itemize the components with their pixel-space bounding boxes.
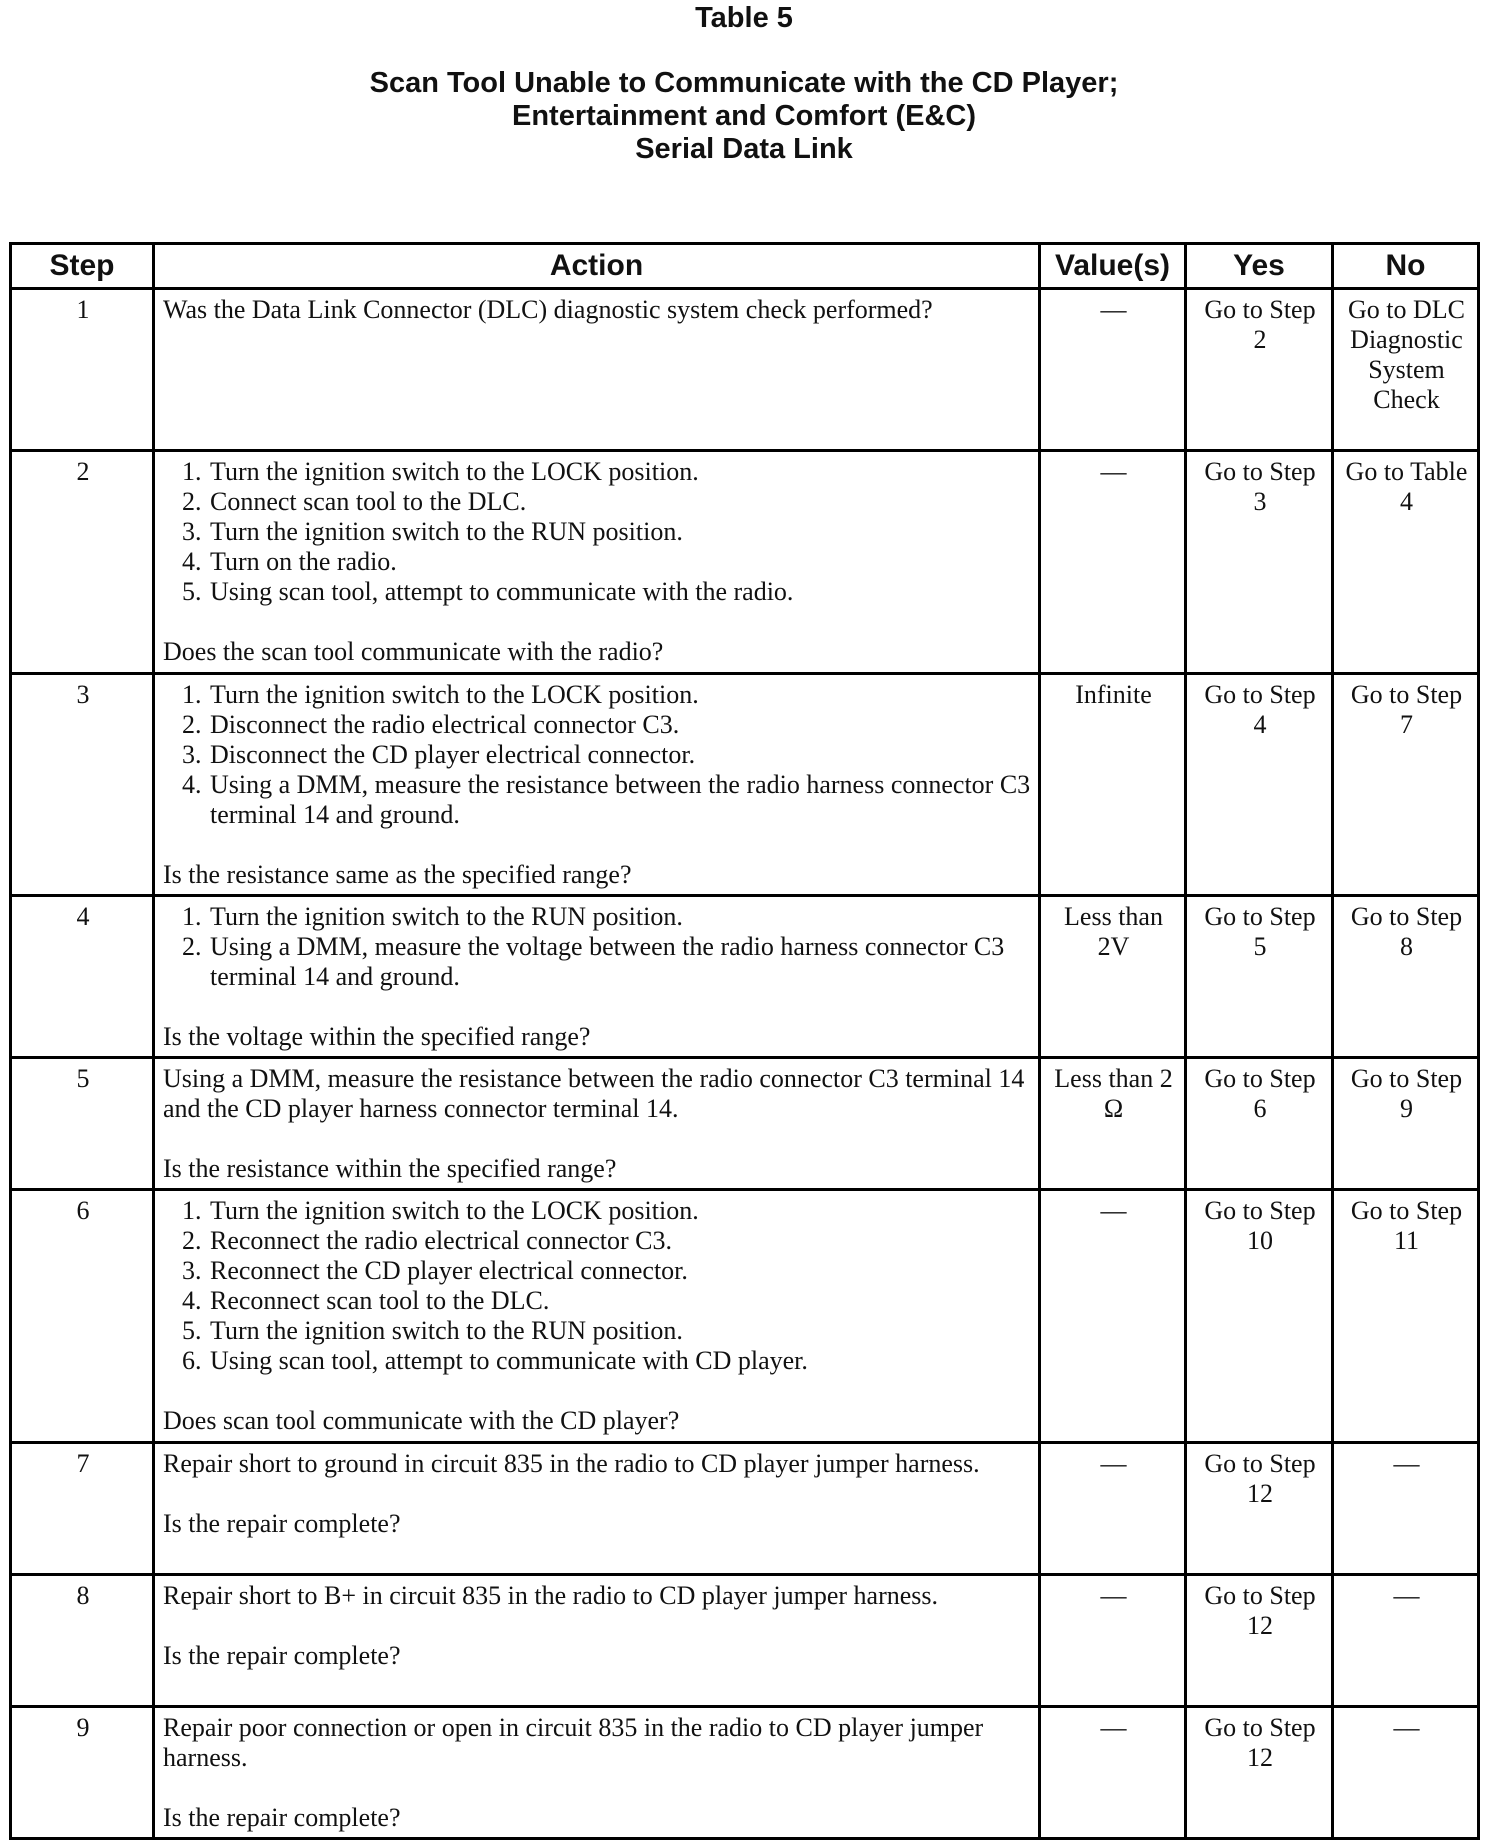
value-cell: Less than 2 Ω	[1040, 1058, 1186, 1190]
no-cell: —	[1333, 1707, 1479, 1839]
yes-cell: Go to Step 5	[1186, 896, 1333, 1058]
yes-cell: Go to Step 2	[1186, 289, 1333, 451]
action-text: Repair poor connection or open in circuit 835 in the radio to CD player jumper harness.	[163, 1713, 984, 1772]
no-cell: Go to Step 7	[1333, 674, 1479, 896]
value-cell: —	[1040, 1190, 1186, 1443]
table-row	[11, 1707, 1479, 1839]
yes-cell: Go to Step 12	[1186, 1707, 1333, 1839]
yes-cell: Go to Step 6	[1186, 1058, 1333, 1190]
action-question: Is the voltage within the specified range?	[163, 1022, 591, 1051]
action-cell	[154, 674, 1040, 896]
step-number: 2	[11, 451, 154, 674]
value-cell: —	[1040, 1443, 1186, 1575]
action-step: 3. Turn the ignition switch to the RUN position.	[208, 517, 1032, 547]
value-cell: —	[1040, 1575, 1186, 1707]
action-question: Is the resistance within the specified range?	[163, 1154, 617, 1183]
action-text: Using a DMM, measure the resistance between the radio connector C3 terminal 14 and the CD player harness connector terminal 14.	[163, 1064, 1025, 1123]
action-text: Repair short to ground in circuit 835 in the radio to CD player jumper harness.	[163, 1449, 980, 1478]
step-number: 8	[11, 1575, 154, 1707]
step-number: 4	[11, 896, 154, 1058]
action-step: 3. Disconnect the CD player electrical connector.	[208, 740, 1032, 770]
action-step: 2. Reconnect the radio electrical connector C3.	[208, 1226, 1032, 1256]
action-step: 6. Using scan tool, attempt to communicate with CD player.	[208, 1346, 1032, 1376]
action-cell	[154, 289, 1040, 451]
value-cell: Infinite	[1040, 674, 1186, 896]
table-title-line-2: Entertainment and Comfort (E&C)	[512, 100, 976, 132]
no-cell: Go to Step 9	[1333, 1058, 1479, 1190]
action-steps	[163, 1196, 1032, 1376]
column-header-step: Step	[11, 244, 154, 289]
header-row	[11, 244, 1479, 289]
no-cell: Go to DLC Diagnostic System Check	[1333, 289, 1479, 451]
action-cell	[154, 1190, 1040, 1443]
table-title-line-3: Serial Data Link	[635, 133, 853, 165]
column-header-yes: Yes	[1186, 244, 1333, 289]
action-step: 4. Turn on the radio.	[208, 547, 1032, 577]
step-number: 7	[11, 1443, 154, 1575]
action-question: Is the repair complete?	[163, 1803, 401, 1832]
table-row	[11, 289, 1479, 451]
value-cell: Less than 2V	[1040, 896, 1186, 1058]
table-row	[11, 1058, 1479, 1190]
action-step: 4. Reconnect scan tool to the DLC.	[208, 1286, 1032, 1316]
action-step: 1. Turn the ignition switch to the LOCK position.	[208, 680, 1032, 710]
column-header-no: No	[1333, 244, 1479, 289]
yes-cell: Go to Step 12	[1186, 1575, 1333, 1707]
step-number: 9	[11, 1707, 154, 1839]
action-text: Repair short to B+ in circuit 835 in the radio to CD player jumper harness.	[163, 1581, 938, 1610]
no-cell: Go to Table 4	[1333, 451, 1479, 674]
value-cell: —	[1040, 451, 1186, 674]
action-step: 5. Using scan tool, attempt to communicate with the radio.	[208, 577, 1032, 607]
action-question: Is the repair complete?	[163, 1509, 401, 1538]
table-title-line-1: Scan Tool Unable to Communicate with the CD Player;	[369, 67, 1119, 99]
no-cell: —	[1333, 1575, 1479, 1707]
action-step: 2. Using a DMM, measure the voltage between the radio harness connector C3 terminal 14 and ground.	[208, 932, 1032, 992]
action-question: Does the scan tool communicate with the radio?	[163, 637, 664, 666]
action-step: 1. Turn the ignition switch to the LOCK position.	[208, 457, 1032, 487]
action-step: 5. Turn the ignition switch to the RUN position.	[208, 1316, 1032, 1346]
action-cell	[154, 1443, 1040, 1575]
action-steps	[163, 457, 1032, 607]
action-question: Is the repair complete?	[163, 1641, 401, 1670]
action-step: 4. Using a DMM, measure the resistance between the radio harness connector C3 terminal 14 and ground.	[208, 770, 1032, 830]
action-cell	[154, 1575, 1040, 1707]
table-row	[11, 1575, 1479, 1707]
step-number: 6	[11, 1190, 154, 1443]
action-cell	[154, 1707, 1040, 1839]
action-step: 1. Turn the ignition switch to the LOCK position.	[208, 1196, 1032, 1226]
no-cell: Go to Step 8	[1333, 896, 1479, 1058]
table-row	[11, 1190, 1479, 1443]
action-steps	[163, 680, 1032, 830]
diagnostic-table	[9, 242, 1480, 1840]
value-cell: —	[1040, 289, 1186, 451]
action-question: Is the resistance same as the specified range?	[163, 860, 632, 889]
table-row	[11, 1443, 1479, 1575]
no-cell: —	[1333, 1443, 1479, 1575]
step-number: 3	[11, 674, 154, 896]
yes-cell: Go to Step 12	[1186, 1443, 1333, 1575]
action-text: Was the Data Link Connector (DLC) diagnostic system check performed?	[163, 295, 933, 324]
action-cell	[154, 1058, 1040, 1190]
action-step: 2. Disconnect the radio electrical connector C3.	[208, 710, 1032, 740]
table-number: Table 5	[695, 2, 793, 34]
action-step: 1. Turn the ignition switch to the RUN position.	[208, 902, 1032, 932]
value-cell: —	[1040, 1707, 1186, 1839]
action-steps	[163, 902, 1032, 992]
column-header-action: Action	[154, 244, 1040, 289]
step-number: 1	[11, 289, 154, 451]
yes-cell: Go to Step 4	[1186, 674, 1333, 896]
no-cell: Go to Step 11	[1333, 1190, 1479, 1443]
yes-cell: Go to Step 10	[1186, 1190, 1333, 1443]
action-cell	[154, 451, 1040, 674]
action-step: 2. Connect scan tool to the DLC.	[208, 487, 1032, 517]
step-number: 5	[11, 1058, 154, 1190]
yes-cell: Go to Step 3	[1186, 451, 1333, 674]
action-step: 3. Reconnect the CD player electrical connector.	[208, 1256, 1032, 1286]
table-row	[11, 451, 1479, 674]
column-header-values: Value(s)	[1040, 244, 1186, 289]
table-row	[11, 896, 1479, 1058]
action-question: Does scan tool communicate with the CD player?	[163, 1406, 680, 1435]
table-row	[11, 674, 1479, 896]
action-cell	[154, 896, 1040, 1058]
